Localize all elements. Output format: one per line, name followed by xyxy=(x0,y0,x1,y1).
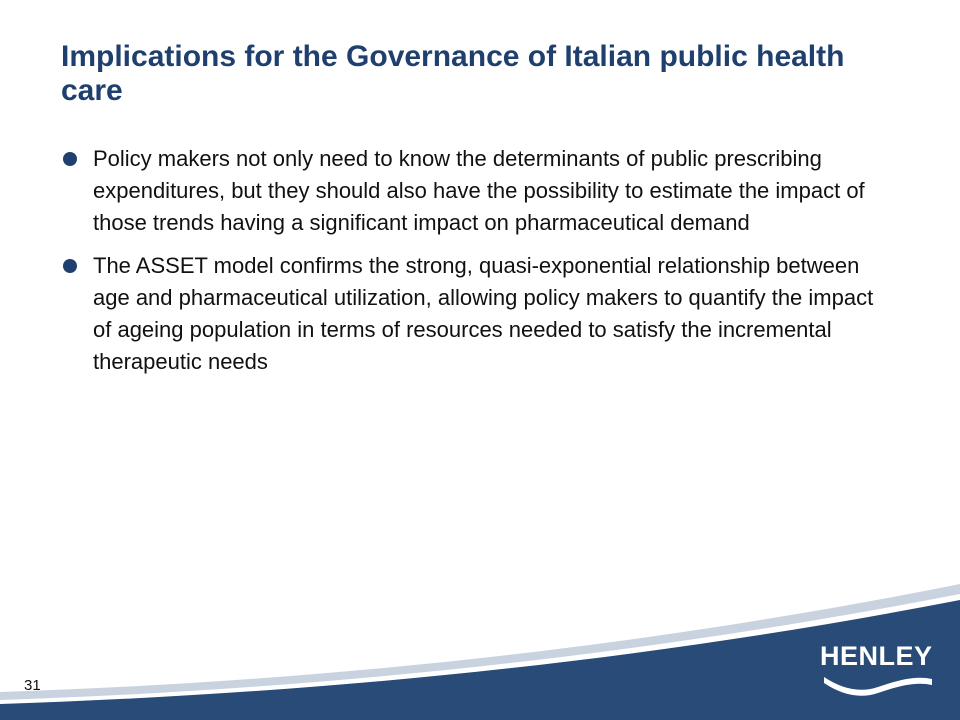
bullet-text: The ASSET model confirms the strong, quasi-exponential relationship between age and pharmaceutical utilization, allowing policy makers to quantify the impact of ageing population in terms of resources needed to satisfy the incremental therapeutic needs xyxy=(93,253,874,374)
bullet-dot-icon xyxy=(63,259,77,273)
bullet-list xyxy=(61,143,891,389)
bullet-item xyxy=(61,143,891,239)
logo-wave-icon xyxy=(820,669,936,701)
slide-title: Implications for the Governance of Italian public health care xyxy=(61,40,845,107)
henley-logo xyxy=(820,641,936,705)
page-number: 31 xyxy=(24,677,41,694)
bullet-text: Policy makers not only need to know the determinants of public prescribing expenditures, but they should also have the possibility to estimate the impact of those trends having a significant impact on pharmaceutical demand xyxy=(93,146,865,235)
footer-wave-band xyxy=(0,570,960,720)
bullet-item xyxy=(61,250,891,378)
bullet-dot-icon xyxy=(63,152,77,166)
logo-wordmark: HENLEY xyxy=(820,641,933,671)
